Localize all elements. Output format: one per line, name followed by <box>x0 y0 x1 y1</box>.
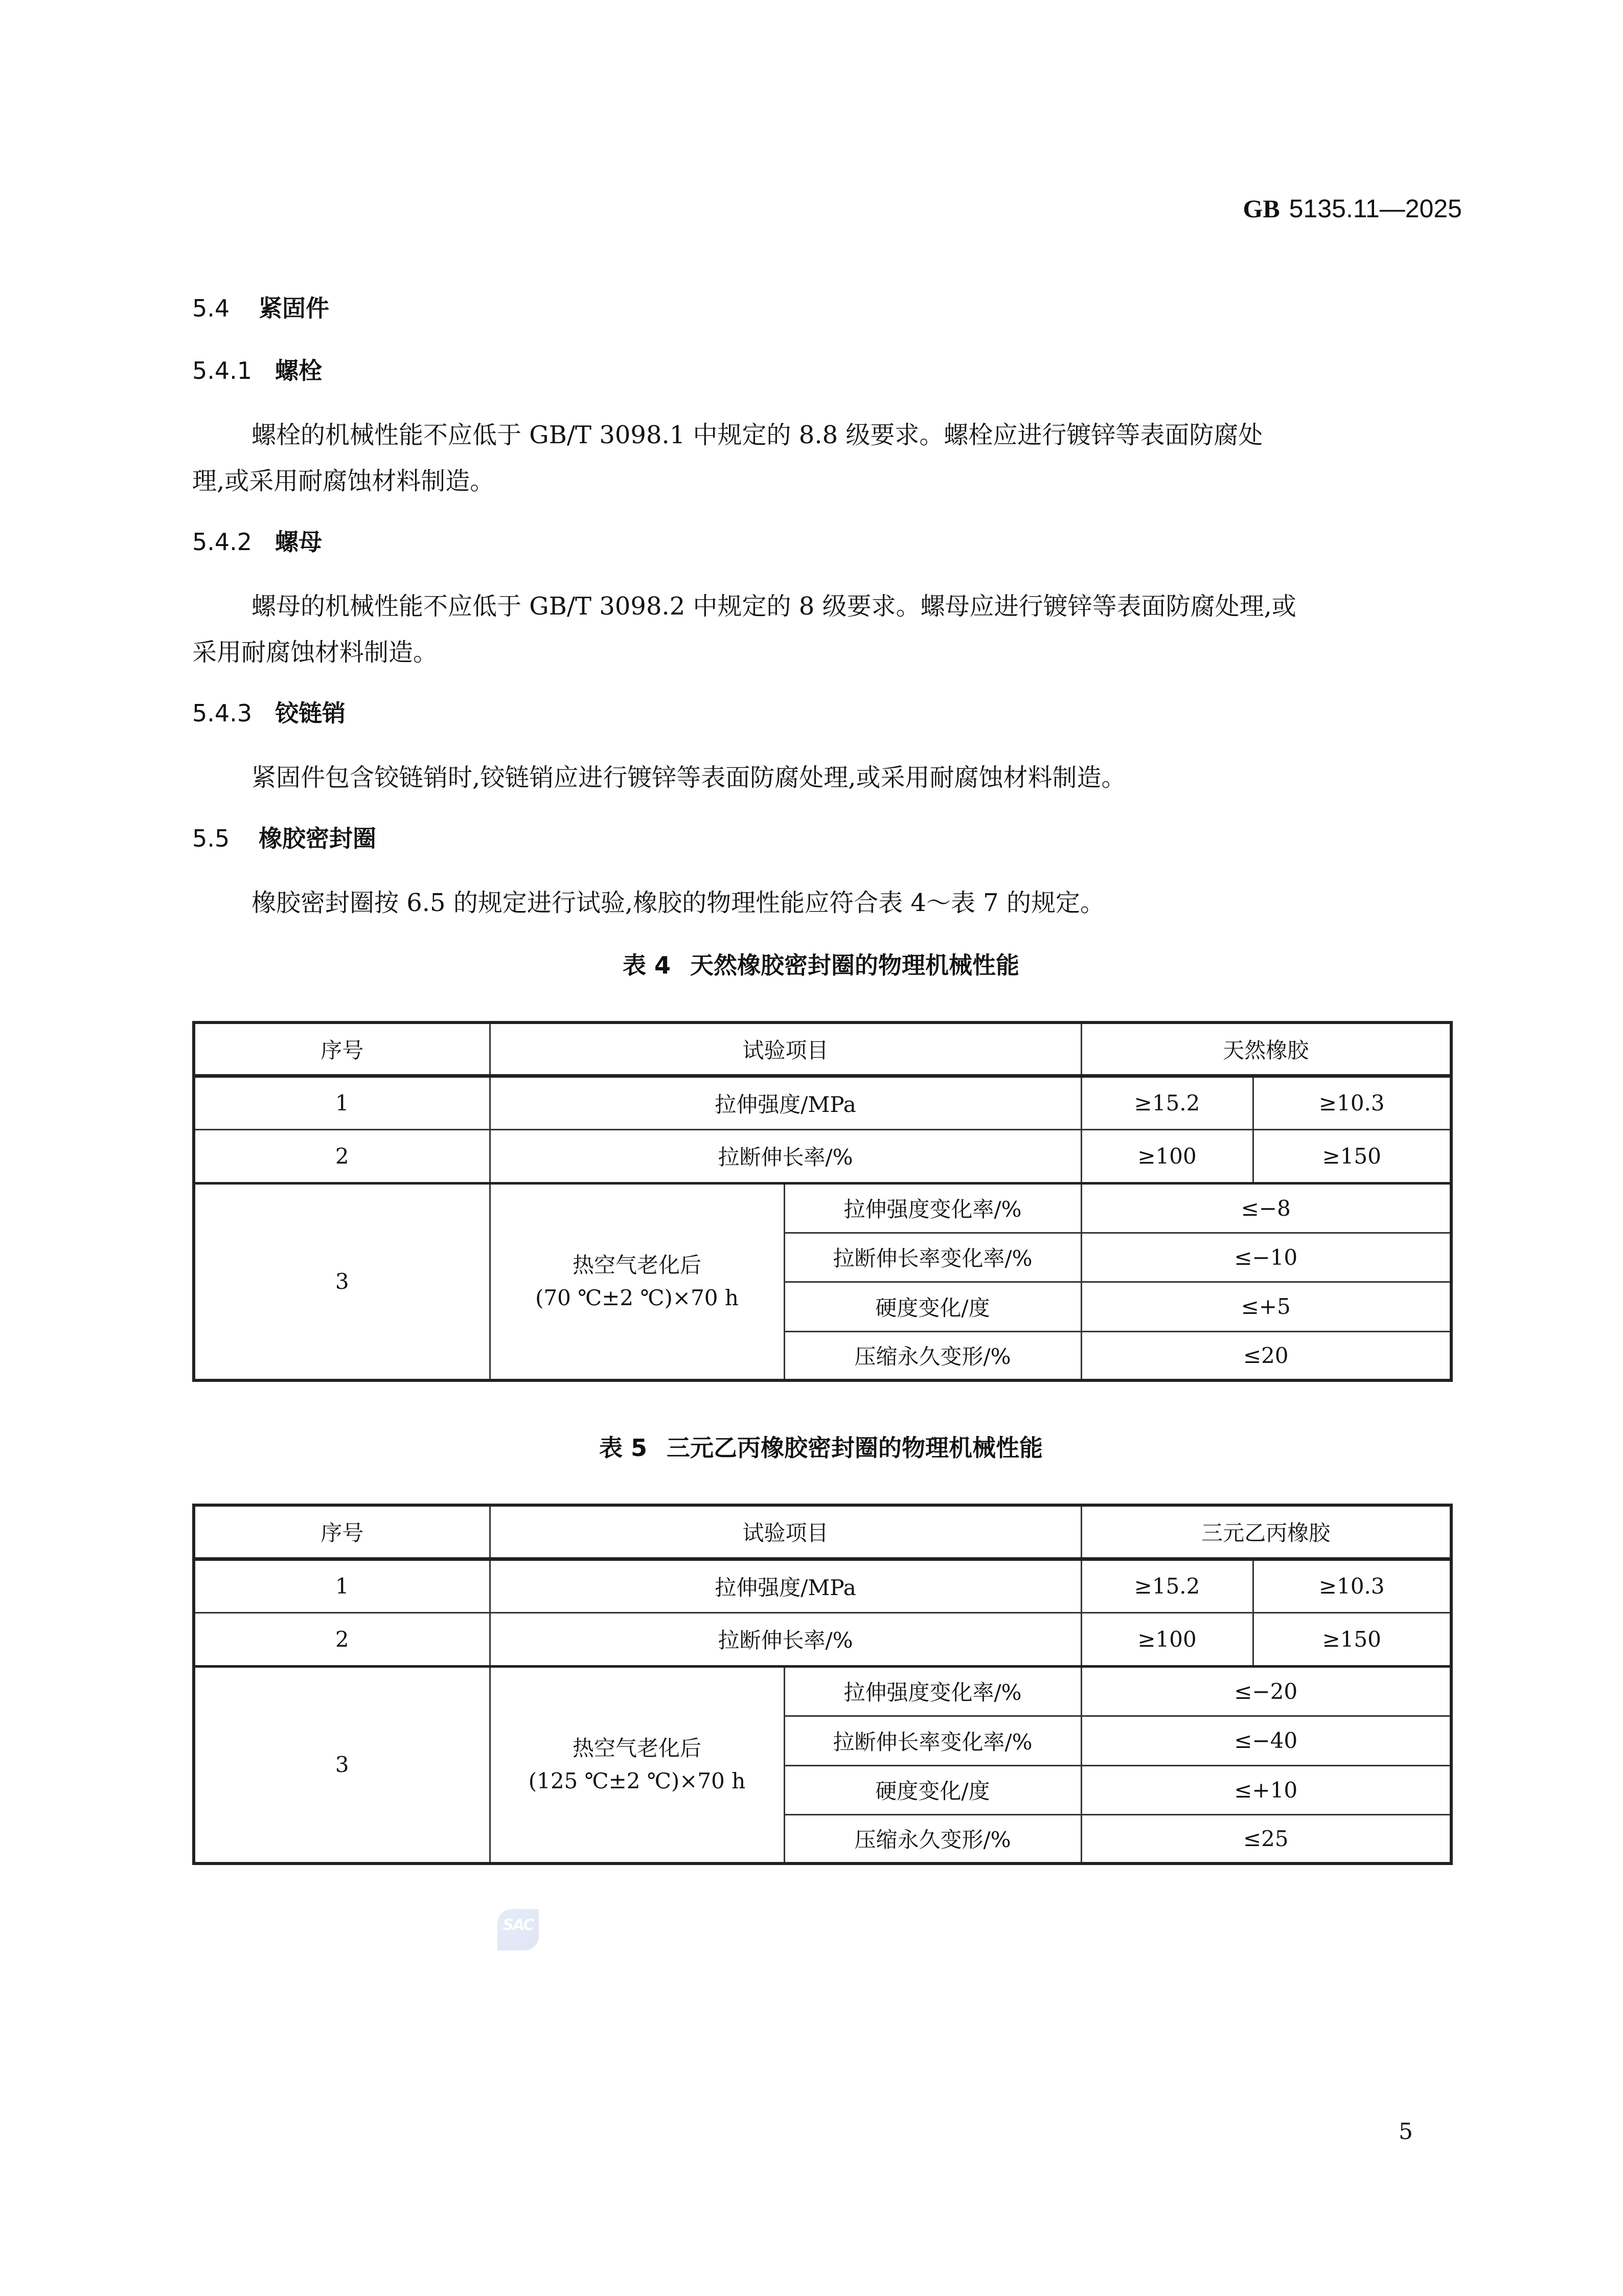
table4-r3-sub2-item: 拉断伸长率变化率/% <box>784 1233 1081 1282</box>
paragraph-rubber-seal: 橡胶密封圈按 6.5 的规定进行试验,橡胶的物理性能应符合表 4～表 7 的规定。 <box>252 889 1105 917</box>
table5-r3-condition-line1: 热空气老化后 <box>572 1735 701 1761</box>
table5-header-row <box>194 1505 1451 1559</box>
table5-header-seq: 序号 <box>194 1505 490 1559</box>
table5-caption-title: 三元乙丙橡胶密封圈的物理机械性能 <box>667 1434 1043 1462</box>
section-heading-5-4 <box>192 290 329 326</box>
table4-r3-condition-line1: 热空气老化后 <box>572 1252 701 1278</box>
table-row <box>194 1183 1451 1233</box>
table-row <box>194 1666 1451 1716</box>
table5-r1-seq: 1 <box>194 1559 490 1612</box>
table5-r2-seq: 2 <box>194 1612 490 1666</box>
section-heading-5-4-1 <box>192 353 322 389</box>
table5-header-material: 三元乙丙橡胶 <box>1081 1505 1451 1559</box>
section-title: 铰链销 <box>275 699 346 727</box>
table5 <box>192 1504 1453 1865</box>
table5-r3-sub3-value: ≤+10 <box>1081 1765 1451 1814</box>
page-number: 5 <box>1399 2119 1413 2145</box>
table4-r1-seq: 1 <box>194 1076 490 1129</box>
table5-header-item: 试验项目 <box>490 1505 1081 1559</box>
table5-r3-sub2-item: 拉断伸长率变化率/% <box>784 1716 1081 1765</box>
table4-caption-number: 表 4 <box>622 951 671 979</box>
section-title: 橡胶密封圈 <box>259 825 376 852</box>
table4-r3-condition <box>490 1183 784 1380</box>
table4-r2-seq: 2 <box>194 1129 490 1183</box>
paragraph-bolt-line2: 理,或采用耐腐蚀材料制造。 <box>192 467 495 495</box>
standard-prefix: GB <box>1243 194 1280 223</box>
table5-r3-sub1-item: 拉伸强度变化率/% <box>784 1666 1081 1716</box>
section-number: 5.4.1 <box>192 357 253 384</box>
section-heading-5-4-2 <box>192 524 322 560</box>
table4-r2-v2: ≥150 <box>1253 1129 1451 1183</box>
table4-r1-v1: ≥15.2 <box>1081 1076 1253 1129</box>
table5-r2-v1: ≥100 <box>1081 1612 1253 1666</box>
table4-r3-sub3-item: 硬度变化/度 <box>784 1282 1081 1331</box>
table5-r3-condition-line2: (125 ℃±2 ℃)×70 h <box>528 1768 746 1793</box>
standard-code <box>1176 188 1462 229</box>
table-row <box>194 1129 1451 1183</box>
table4-r3-seq: 3 <box>194 1183 490 1380</box>
table4-header-row <box>194 1022 1451 1076</box>
table5-r3-sub1-value: ≤−20 <box>1081 1666 1451 1716</box>
table4-r2-v1: ≥100 <box>1081 1129 1253 1183</box>
sac-watermark-logo <box>497 1909 539 1950</box>
table5-caption <box>192 1430 1450 1466</box>
section-title: 紧固件 <box>259 294 329 322</box>
watermark-text: SAC <box>502 1916 534 1934</box>
section-number: 5.4.3 <box>192 699 253 727</box>
table5-r3-sub2-value: ≤−40 <box>1081 1716 1451 1765</box>
table4-r3-sub2-value: ≤−10 <box>1081 1233 1451 1282</box>
table-row <box>194 1076 1451 1129</box>
table-row <box>194 1612 1451 1666</box>
table5-r1-v2: ≥10.3 <box>1253 1559 1451 1612</box>
table5-r3-sub4-value: ≤25 <box>1081 1814 1451 1863</box>
table5-r2-item: 拉断伸长率/% <box>490 1612 1081 1666</box>
table5-r3-seq: 3 <box>194 1666 490 1863</box>
table5-r2-v2: ≥150 <box>1253 1612 1451 1666</box>
table4-header-seq: 序号 <box>194 1022 490 1076</box>
table4-r3-sub1-item: 拉伸强度变化率/% <box>784 1183 1081 1233</box>
table5-caption-number: 表 5 <box>599 1434 648 1462</box>
section-number: 5.5 <box>192 825 230 852</box>
table5-r3-sub3-item: 硬度变化/度 <box>784 1765 1081 1814</box>
section-heading-5-5 <box>192 821 376 856</box>
standard-number: 5135.11—2025 <box>1289 194 1462 223</box>
paragraph-bolt-line1: 螺栓的机械性能不应低于 GB/T 3098.1 中规定的 8.8 级要求。螺栓应进行镀锌等表面防腐处 <box>252 421 1263 449</box>
table4-r1-item: 拉伸强度/MPa <box>490 1076 1081 1129</box>
table5-r1-v1: ≥15.2 <box>1081 1559 1253 1612</box>
table4-r3-sub3-value: ≤+5 <box>1081 1282 1451 1331</box>
table4-r3-sub1-value: ≤−8 <box>1081 1183 1451 1233</box>
paragraph-nut-line1: 螺母的机械性能不应低于 GB/T 3098.2 中规定的 8 级要求。螺母应进行镀锌等表面防腐处理,或 <box>252 592 1296 621</box>
table4 <box>192 1021 1453 1382</box>
table4-header-material: 天然橡胶 <box>1081 1022 1451 1076</box>
table4-caption-title: 天然橡胶密封圈的物理机械性能 <box>690 951 1020 979</box>
table4-r1-v2: ≥10.3 <box>1253 1076 1451 1129</box>
paragraph-nut-line2: 采用耐腐蚀材料制造。 <box>192 638 438 667</box>
table4-r3-condition-line2: (70 ℃±2 ℃)×70 h <box>535 1285 739 1310</box>
table4-header-item: 试验项目 <box>490 1022 1081 1076</box>
section-title: 螺母 <box>275 528 322 556</box>
table4-caption <box>192 947 1450 983</box>
section-number: 5.4.2 <box>192 528 253 556</box>
table5-r3-sub4-item: 压缩永久变形/% <box>784 1814 1081 1863</box>
section-heading-5-4-3 <box>192 695 346 731</box>
table-row <box>194 1559 1451 1612</box>
section-number: 5.4 <box>192 294 230 322</box>
section-title: 螺栓 <box>275 357 322 384</box>
table4-r3-sub4-item: 压缩永久变形/% <box>784 1331 1081 1380</box>
table5-r1-item: 拉伸强度/MPa <box>490 1559 1081 1612</box>
table5-r3-condition <box>490 1666 784 1863</box>
paragraph-hinge-pin: 紧固件包含铰链销时,铰链销应进行镀锌等表面防腐处理,或采用耐腐蚀材料制造。 <box>252 763 1126 792</box>
table4-r2-item: 拉断伸长率/% <box>490 1129 1081 1183</box>
table4-r3-sub4-value: ≤20 <box>1081 1331 1451 1380</box>
